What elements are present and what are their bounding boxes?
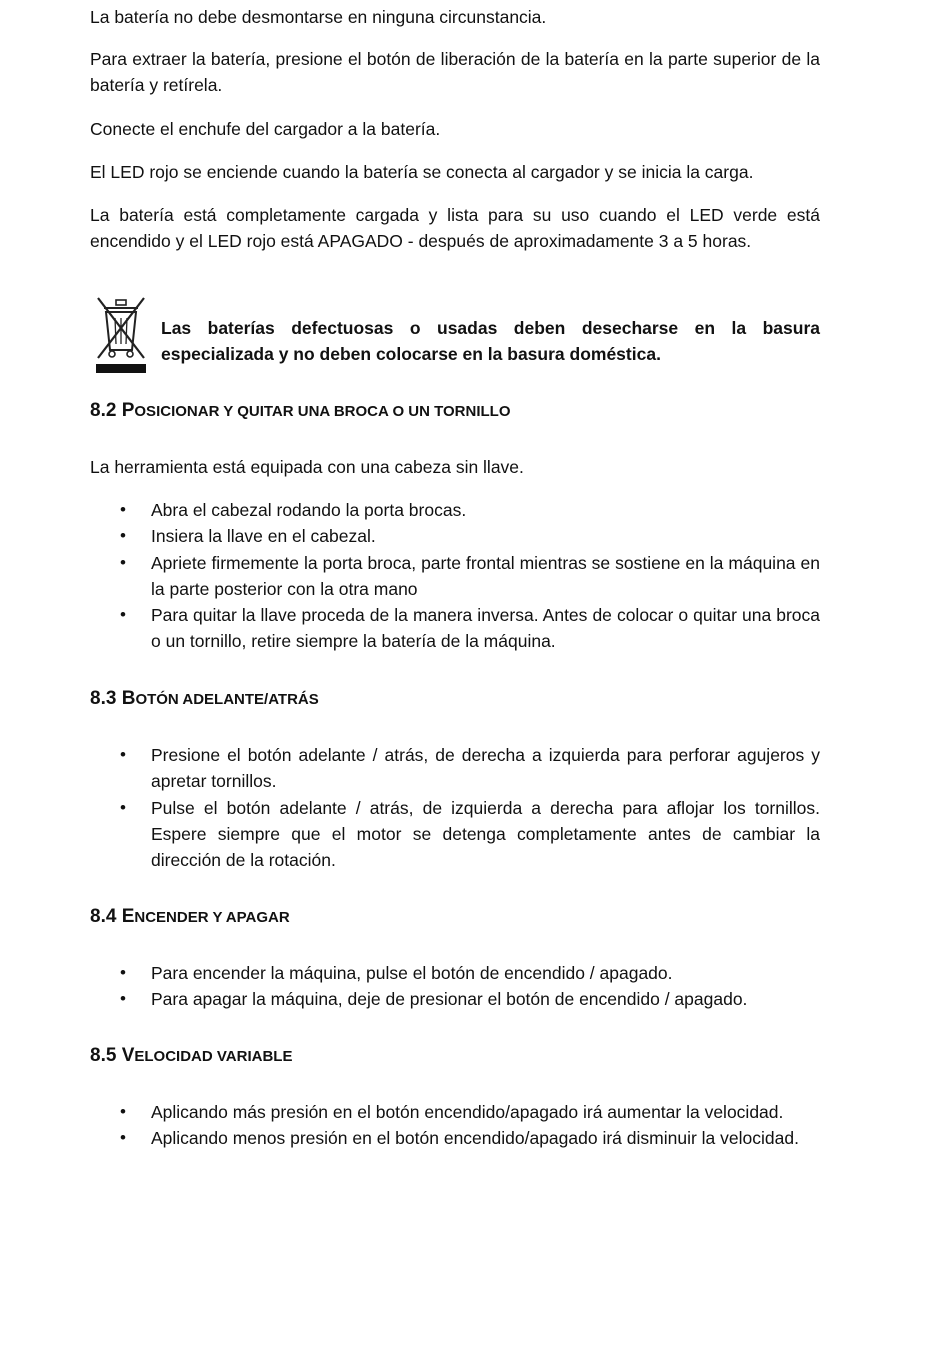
section-heading-8-2 [90,398,820,425]
bullet-icon: • [120,526,126,546]
list-item-text: Para encender la máquina, pulse el botón de encendido / apagado. [151,963,673,983]
section-heading-8-3 [90,686,820,713]
section-number: 8.2 [90,400,117,421]
list-item [90,795,820,874]
section-title-rest: OTÓN ADELANTE/ATRÁS [135,691,319,708]
bullet-icon: • [120,605,126,625]
section-title-rest: NCENDER Y APAGAR [134,909,290,926]
crossed-out-wheelie-bin-icon [95,294,147,374]
list-item-text: Para apagar la máquina, deje de presionar el botón de encendido / apagado. [151,989,748,1010]
paragraph-battery-removal: Para extraer la batería, presione el botón de liberación de la batería en la parte superior de la batería y retírela. [90,49,820,95]
section-number: 8.4 [90,906,117,927]
bullet-icon: • [120,1102,126,1121]
list-item-text: Apriete firmemente la porta broca, parte frontal mientras se sostiene en la máquina en la parte posterior con la otra mano [151,552,820,599]
list-item-text: Abra el cabezal rodando la porta brocas. [151,500,467,520]
list-item [90,1099,820,1125]
section-8-5-list [90,1099,820,1152]
list-item [90,602,820,655]
section-title-rest: ELOCIDAD VARIABLE [134,1048,293,1065]
list-item-text: Insiera la llave en el cabezal. [151,526,376,547]
section-title-initial: B [121,688,136,709]
section-8-3-list [90,742,820,873]
section-8-2-intro: La herramienta está equipada con una cabeza sin llave. [90,457,524,477]
section-title-initial: P [121,400,135,421]
list-item-text: Pulse el botón adelante / atrás, de izquierda a derecha para aflojar los tornillos. Espere siempre que el motor se detenga completamente antes de cambiar la dirección de la rotación. [151,797,820,871]
section-8-2-list [90,497,820,655]
list-item [90,960,820,986]
paragraph-battery-no-disassembly: La batería no debe desmontarse en ninguna circunstancia. [90,7,547,27]
bullet-icon: • [120,1128,126,1148]
paragraph-green-led: La batería está completamente cargada y lista para su uso cuando el LED verde está encendido y el LED rojo está APAGADO - después de aproximadamente 3 a 5 horas. [90,205,820,251]
list-item [90,497,820,523]
section-number: 8.5 [90,1045,117,1066]
warning-text: Las baterías defectuosas o usadas deben desecharse en la basura especializada y no deben colocarse en la basura doméstica. [161,318,820,364]
paragraph-connect-charger: Conecte el enchufe del cargador a la batería. [90,119,441,139]
bullet-icon: • [120,500,126,519]
bullet-icon: • [120,745,126,764]
list-item-text: Presione el botón adelante / atrás, de derecha a izquierda para perforar agujeros y apretar tornillos. [151,745,820,792]
list-item-text: Aplicando menos presión en el botón encendido/apagado irá disminuir la velocidad. [151,1128,799,1149]
bullet-icon: • [120,989,126,1009]
list-item-text: Aplicando más presión en el botón encendido/apagado irá aumentar la velocidad. [151,1102,784,1122]
section-8-4-list [90,960,820,1013]
bullet-icon: • [120,963,126,982]
list-item [90,986,820,1012]
section-number: 8.3 [90,688,117,709]
section-title-rest: OSICIONAR Y QUITAR UNA BROCA O UN TORNILLO [134,403,511,420]
section-heading-8-5 [90,1043,820,1070]
list-item [90,550,820,603]
list-item-text: Para quitar la llave proceda de la manera inversa. Antes de colocar o quitar una broca o un tornillo, retire siempre la batería de la máquina. [151,605,820,652]
section-title-initial: E [121,906,135,927]
disposal-warning [90,292,820,376]
section-title-initial: V [121,1045,135,1066]
bullet-icon: • [120,552,126,572]
bullet-icon: • [120,797,126,817]
list-item [90,523,820,549]
paragraph-red-led: El LED rojo se enciende cuando la batería se conecta al cargador y se inicia la carga. [90,162,754,182]
list-item [90,1125,820,1151]
section-heading-8-4 [90,904,820,931]
list-item [90,742,820,795]
